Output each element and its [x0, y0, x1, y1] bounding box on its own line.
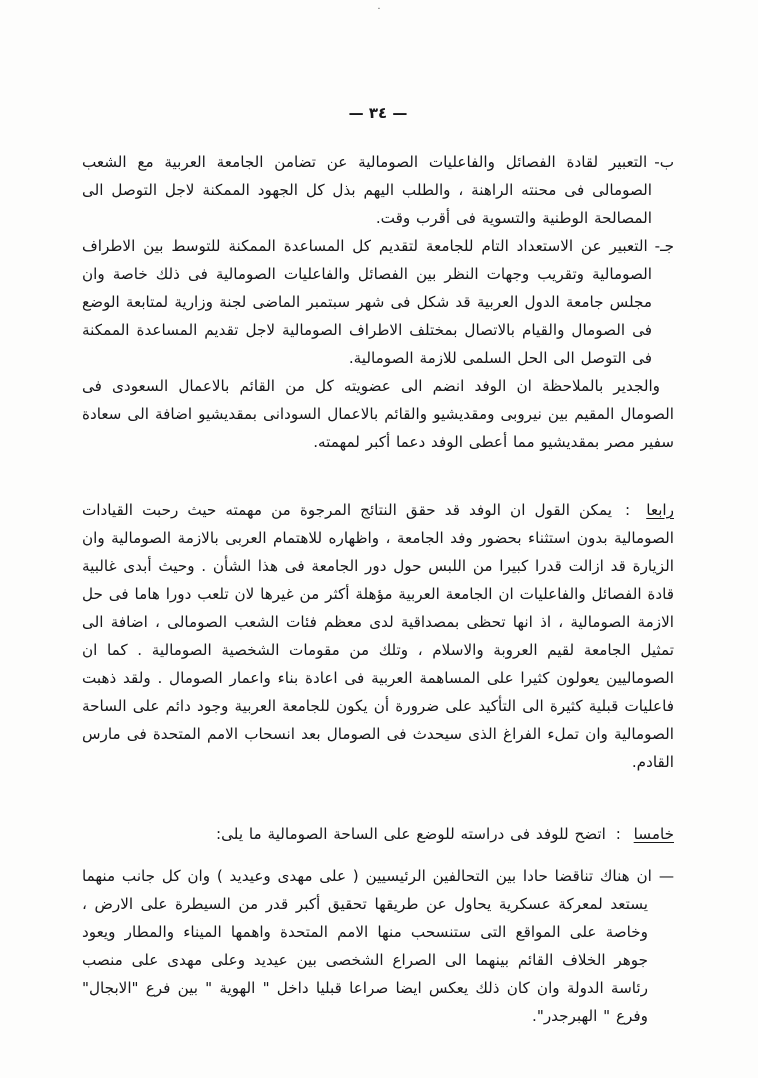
paragraph-jeem-text: التعبير عن الاستعداد التام للجامعة لتقديم كل المساعدة الممكنة للتوسط بين الاطراف الصومالية وتقريب وجهات النظر بين الفصائل والفاعليات الصومالية فى ذلك خاصة وان مجلس جامعة الدول العربية قد شكل فى شهر سبتمبر الماضى لجنة وزارية لمتابعة الوضع فى الصومال والقيام بالاتصال بمختلف الاطراف الصومالية لاجل تقديم المساعدة الممكنة فى التوصل الى الحل السلمى للازمة الصومالية.: [82, 237, 652, 367]
paragraph-jeem: [82, 232, 674, 372]
section-fifth-separator: :: [609, 825, 627, 843]
section-fourth-separator: :: [615, 501, 640, 519]
page-content: [82, 104, 674, 1030]
section-fourth: [82, 496, 674, 776]
scan-artifact-mark: ·: [377, 4, 381, 15]
paragraph-b-text: التعبير لقادة الفصائل والفاعليات الصومالية عن تضامن الجامعة العربية مع الشعب الصومالى فى محنته الراهنة ، والطلب اليهم بذل كل الجهود الممكنة لاجل التوصل الى المصالحة الوطنية والتسوية فى أقرب وقت.: [82, 153, 652, 227]
page-number: — ٣٤ —: [348, 104, 408, 122]
section-fourth-text: يمكن القول ان الوفد قد حقق النتائج المرجوة من مهمته حيث رحبت القيادات الصومالية بدون استثناء بحضور وفد الجامعة ، واظهاره للاهتمام العربى بالازمة الصومالية وان الزيارة قد ازالت قدرا كبيرا من اللبس حول دور الجامعة فى هذا الشأن . وحيث أبدى غالبية قادة الفصائل والفاعليات ان الجامعة العربية مؤهلة أكثر من غيرها لان تلعب دورا هاما فى حل الازمة الصومالية ، اذ انها تحظى بمصداقية لدى معظم فئات الشعب الصومالى ، اضافة الى تمثيل الجامعة لقيم العروبة والاسلام ، وتلك من مقومات الشخصية الصومالية . كما ان الصوماليين يعولون كثيرا على المساهمة العربية فى اعادة بناء واعمار الصومال . ولقد ذهبت فاعليات قبلية كثيرة الى التأكيد على ضرورة أن يكون للجامعة العربية وجود دائم على الساحة الصومالية وان تملء الفراغ الذى سيحدث فى الصومال بعد انسحاب الامم المتحدة فى مارس القادم.: [82, 501, 674, 771]
paragraph-b-label: ب-: [654, 153, 674, 171]
paragraph-jeem-label: جـ-: [654, 237, 674, 255]
section-fourth-label: رابعا: [646, 501, 674, 519]
paragraph-b: [82, 148, 674, 232]
bullet-item-text: ان هناك تناقضا حادا بين التحالفين الرئيسيين ( على مهدى وعيديد ) وان كل جانب منهما يستعد لمعركة عسكرية يحاول عن طريقها تحقيق أكبر قدر من السيطرة على الارض ، وخاصة على المواقع التى ستنسحب منها الامم المتحدة واهمها الميناء والمطار ويعود جوهر الخلاف القائم بينهما الى الصراع الشخصى بين عيديد وعلى مهدى على منصب رئاسة الدولة وان كان ذلك يعكس ايضا صراعا قبليا داخل " الهوية " بين فرع "الابجال" وفرع " الهبرجدر".: [82, 867, 652, 1025]
section-fifth: [82, 820, 674, 848]
paragraph-note-text: والجدير بالملاحظة ان الوفد انضم الى عضويته كل من القائم بالاعمال السعودى فى الصومال المقيم بين نيروبى ومقديشيو والقائم بالاعمال السودانى بمقديشيو اضافة الى سعادة سفير مصر بمقديشيو مما أعطى الوفد دعما أكبر لمهمته.: [82, 377, 674, 451]
section-fifth-text: اتضح للوفد فى دراسته للوضع على الساحة الصومالية ما يلى:: [216, 825, 606, 843]
bullet-dash: —: [658, 867, 674, 885]
bullet-item: [82, 862, 674, 1030]
section-fifth-label: خامسا: [633, 825, 674, 843]
paragraph-note: [82, 372, 674, 456]
